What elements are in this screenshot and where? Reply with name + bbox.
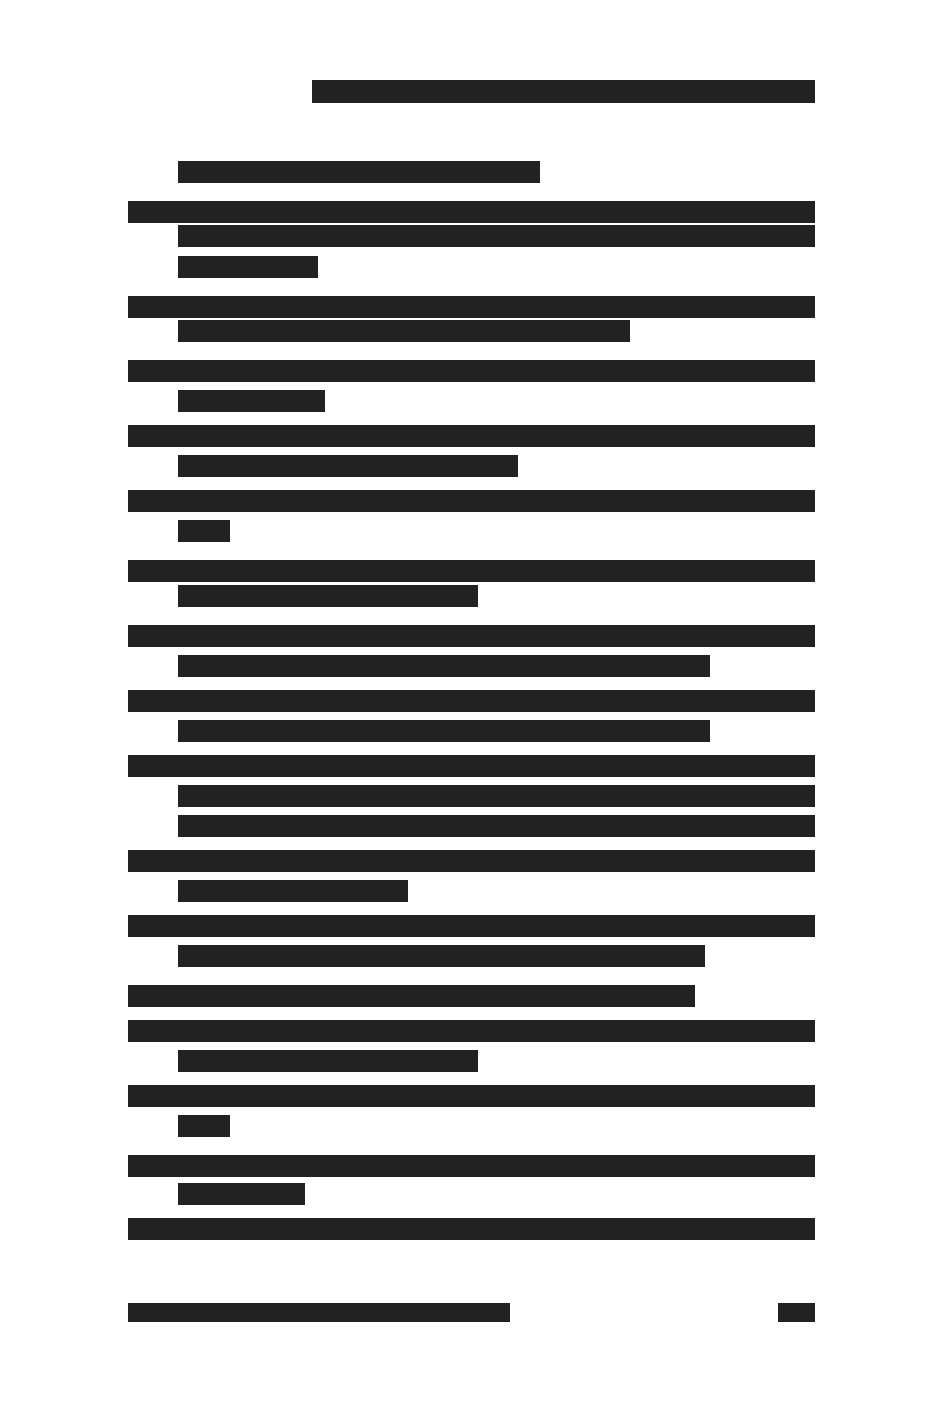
bibliography-entry-2-line-2 (178, 225, 815, 247)
bibliography-entry-9-line-1 (128, 690, 815, 712)
bibliography-entry-10-line-2 (178, 785, 815, 807)
bibliography-entry-6-line-1 (128, 490, 815, 512)
bibliography-entry-11-line-2 (178, 880, 408, 902)
bibliography-entry-10-line-1 (128, 755, 815, 777)
bibliography-entry-1-line-1 (178, 161, 540, 183)
bibliography-entry-4-line-1 (128, 360, 815, 382)
bibliography-entry-4-line-2 (178, 390, 325, 412)
bibliography-entry-14-line-1 (128, 1020, 815, 1042)
bibliography-entry-5-line-2 (178, 455, 518, 477)
bibliography-entry-6-line-2 (178, 520, 230, 542)
bibliography-entry-11-line-1 (128, 850, 815, 872)
running-header-redacted (312, 80, 815, 103)
bibliography-entry-14-line-2 (178, 1050, 478, 1072)
bibliography-entry-3-line-1 (128, 296, 815, 318)
bibliography-entry-8-line-1 (128, 625, 815, 647)
bibliography-entry-16-line-2 (178, 1183, 305, 1205)
bibliography-entry-7-line-1 (128, 560, 815, 582)
bibliography-entry-8-line-2 (178, 655, 710, 677)
bibliography-entry-7-line-2 (178, 585, 478, 607)
bibliography-entry-17-line-1 (128, 1218, 815, 1240)
bibliography-entry-12-line-1 (128, 915, 815, 937)
footer-left-redacted (128, 1303, 510, 1322)
bibliography-entry-13-line-1 (128, 985, 695, 1007)
bibliography-entry-2-line-1 (128, 201, 815, 223)
bibliography-entry-15-line-2 (178, 1115, 230, 1137)
bibliography-entry-15-line-1 (128, 1085, 815, 1107)
bibliography-entry-16-line-1 (128, 1155, 815, 1177)
bibliography-entry-2-line-3 (178, 256, 318, 278)
bibliography-entry-9-line-2 (178, 720, 710, 742)
bibliography-entry-10-line-3 (178, 815, 815, 837)
page-number-redacted (778, 1303, 815, 1322)
bibliography-entry-3-line-2 (178, 320, 630, 342)
bibliography-entry-12-line-2 (178, 945, 705, 967)
bibliography-entry-5-line-1 (128, 425, 815, 447)
